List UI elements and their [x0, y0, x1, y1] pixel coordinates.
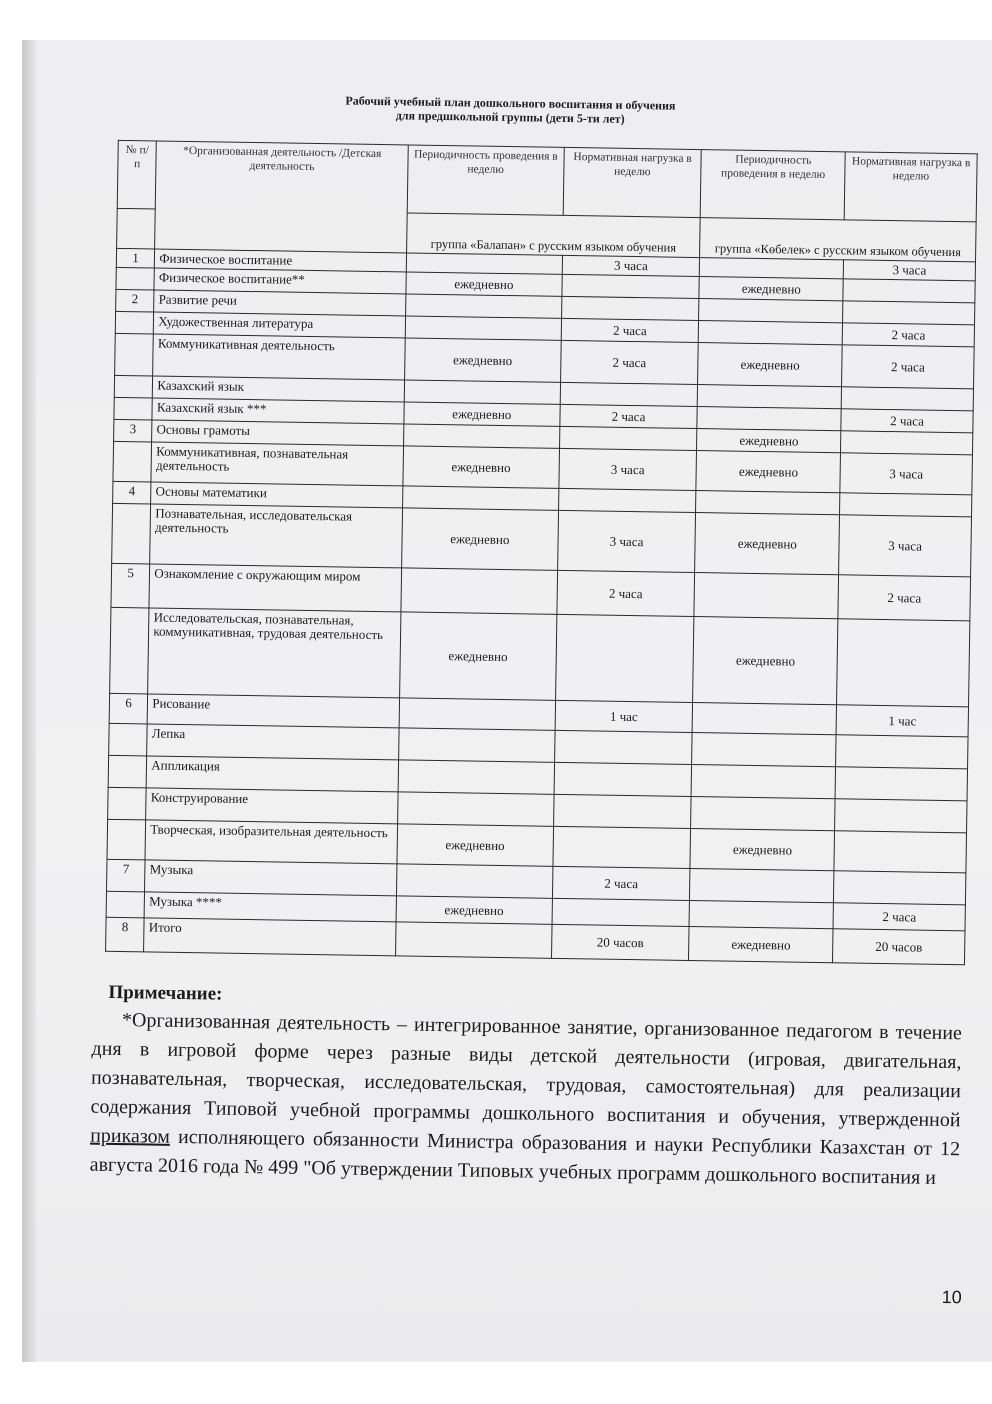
header-load-1: Нормативная нагрузка в неделю: [563, 147, 702, 217]
note-text-start: *Организованная деятельность – интегрированное занятие, организованное педагогом в течение дня в игровой форме через разные виды детской деятельности (игровая, двигательная, познавательная, творческая, исследовательская, трудовая, самостоятельная) для реализации содержания Типовой учебной программы дошкольного воспитания и обучения, утвержденной: [90, 1009, 963, 1132]
row-num: [108, 787, 147, 820]
row-activity: Конструирование: [146, 788, 398, 824]
row-num: [112, 503, 151, 564]
row-periodicity-balapan: ежедневно: [402, 508, 559, 570]
order-link[interactable]: приказом: [89, 1124, 171, 1148]
row-periodicity-balapan: [405, 316, 561, 340]
row-activity: Коммуникативная, познавательная деятельность: [151, 442, 403, 486]
row-periodicity-balapan: ежедневно: [397, 824, 553, 866]
note-title: Примечание:: [108, 981, 223, 1005]
row-periodicity-kobelek: [692, 733, 836, 767]
header-load-2: Нормативная нагрузка в неделю: [844, 152, 977, 222]
row-periodicity-kobelek: ежедневно: [696, 451, 840, 493]
row-periodicity-kobelek: ежедневно: [693, 617, 838, 705]
table-header-row: [117, 140, 977, 221]
row-periodicity-balapan: ежедневно: [404, 338, 560, 382]
row-periodicity-balapan: ежедневно: [404, 402, 560, 426]
group-balapan: группа «Балапан» с русским языком обучения: [406, 213, 700, 258]
row-activity: Аппликация: [146, 756, 398, 792]
row-load-balapan: [562, 274, 700, 298]
row-load-balapan: [552, 898, 690, 926]
row-periodicity-balapan: ежедневно: [399, 612, 556, 700]
header-periodicity-2: Периодичность проведения в неделю: [701, 150, 846, 220]
row-num: 2: [116, 289, 155, 312]
row-activity: Рисование: [147, 694, 399, 728]
row-load-balapan: 2 часа: [561, 318, 699, 342]
row-periodicity-balapan: ежедневно: [406, 272, 562, 296]
row-num: [110, 607, 150, 694]
row-num: 6: [109, 693, 148, 724]
row-periodicity-balapan: [396, 864, 552, 898]
row-load-balapan: 2 часа: [560, 404, 698, 428]
row-load-balapan: 3 часа: [562, 255, 700, 276]
row-periodicity-balapan: ежедневно: [403, 446, 559, 488]
row-load-kobelek: [834, 831, 966, 873]
row-load-kobelek: 2 часа: [841, 409, 973, 433]
row-activity: Основы математики: [151, 482, 403, 508]
row-activity: Итого: [144, 918, 396, 956]
title-line-1: Рабочий учебный план дошкольного воспитания и обучения: [345, 93, 676, 113]
document-page: [22, 40, 992, 1362]
row-activity: Физическое воспитание: [155, 249, 407, 272]
row-load-balapan: [553, 826, 691, 868]
row-periodicity-kobelek: [691, 764, 835, 798]
row-periodicity-kobelek: ежедневно: [690, 828, 834, 870]
row-load-kobelek: 2 часа: [838, 575, 971, 621]
row-periodicity-kobelek: [698, 385, 842, 409]
row-load-balapan: [558, 488, 696, 512]
row-load-kobelek: 3 часа: [839, 515, 972, 577]
row-activity: Музыка ****: [144, 892, 396, 922]
row-load-kobelek: [841, 387, 973, 411]
row-load-kobelek: 2 часа: [842, 323, 974, 347]
header-activity: *Организованная деятельность /Детская деятельность: [155, 141, 408, 253]
row-load-balapan: 20 часов: [551, 924, 689, 960]
row-load-balapan: 2 часа: [557, 570, 695, 616]
row-periodicity-kobelek: ежедневно: [698, 343, 842, 387]
row-num: 1: [116, 248, 155, 268]
row-load-kobelek: [840, 493, 972, 517]
row-activity: Развитие речи: [154, 290, 406, 316]
row-num: [106, 891, 145, 918]
row-activity: Лепка: [147, 724, 399, 760]
row-num: [107, 819, 146, 860]
row-activity: Исследовательская, познавательная, коммуникативная, трудовая деятельность: [148, 608, 401, 698]
row-load-kobelek: 3 часа: [843, 260, 975, 281]
row-load-kobelek: 2 часа: [842, 345, 974, 389]
row-load-balapan: 3 часа: [559, 448, 697, 490]
row-periodicity-kobelek: [692, 703, 836, 735]
row-num: [113, 441, 152, 482]
row-periodicity-kobelek: [690, 868, 834, 902]
row-num: 5: [111, 563, 150, 608]
row-activity: Основы грамоты: [152, 420, 404, 446]
row-periodicity-kobelek: ежедневно: [697, 429, 841, 453]
row-num: [108, 755, 147, 788]
row-periodicity-kobelek: [691, 796, 835, 830]
header-num: № п/п: [117, 140, 156, 209]
table-row: [110, 607, 970, 706]
row-periodicity-kobelek: [694, 573, 838, 619]
row-activity: Художественная литература: [154, 312, 406, 338]
header-periodicity-1: Периодичность проведения в неделю: [407, 145, 564, 215]
row-periodicity-balapan: [398, 760, 554, 794]
row-periodicity-balapan: [399, 728, 555, 762]
row-periodicity-balapan: [401, 568, 557, 614]
row-load-balapan: 3 часа: [557, 510, 696, 572]
row-load-balapan: 2 часа: [560, 340, 698, 384]
row-load-balapan: 1 час: [555, 700, 693, 732]
row-periodicity-kobelek: ежедневно: [695, 513, 840, 575]
row-num: 8: [106, 917, 145, 952]
row-periodicity-kobelek: [697, 407, 841, 431]
row-load-balapan: [559, 426, 697, 450]
row-periodicity-balapan: [402, 486, 558, 510]
row-load-balapan: [554, 730, 692, 764]
row-periodicity-balapan: [395, 922, 551, 958]
row-activity: Коммуникативная деятельность: [153, 334, 405, 380]
page-number: 10: [941, 1286, 962, 1308]
row-num: 3: [114, 419, 153, 442]
row-num: [115, 333, 154, 376]
row-load-balapan: [553, 794, 691, 828]
row-num: 7: [107, 859, 146, 892]
row-periodicity-kobelek: ежедневно: [699, 277, 843, 301]
row-load-balapan: [561, 296, 699, 320]
row-load-kobelek: 1 час: [836, 705, 968, 737]
row-load-kobelek: 3 часа: [840, 453, 972, 495]
row-periodicity-kobelek: [696, 491, 840, 515]
row-num: [116, 267, 155, 290]
row-periodicity-kobelek: [699, 299, 843, 323]
row-periodicity-balapan: [406, 253, 562, 274]
row-periodicity-kobelek: [699, 321, 843, 345]
row-num: [114, 375, 153, 398]
row-num: 4: [113, 481, 152, 504]
row-periodicity-balapan: [404, 380, 560, 404]
row-load-kobelek: [834, 871, 966, 905]
row-periodicity-balapan: ежедневно: [396, 896, 552, 924]
row-periodicity-balapan: [398, 792, 554, 826]
row-load-kobelek: [837, 619, 970, 707]
row-activity: Казахский язык: [153, 376, 405, 402]
page-content: [22, 40, 992, 1362]
row-periodicity-kobelek: [689, 900, 833, 928]
row-load-balapan: [555, 614, 694, 702]
row-periodicity-balapan: [405, 294, 561, 318]
row-activity: Физическое воспитание**: [154, 268, 406, 294]
row-load-kobelek: [843, 301, 975, 325]
row-activity: Творческая, изобразительная деятельность: [145, 820, 397, 864]
row-activity: Познавательная, исследовательская деятельность: [150, 504, 402, 568]
title-line-2: для предшкольной группы (дети 5-ти лет): [395, 108, 625, 126]
group-kobelek: группа «Көбелек» с русским языком обучения: [700, 218, 976, 262]
note-text: [89, 1006, 962, 1194]
row-periodicity-balapan: [399, 698, 555, 730]
row-load-kobelek: 2 часа: [833, 903, 965, 931]
document-title: [230, 92, 790, 129]
row-periodicity-kobelek: ежедневно: [689, 926, 833, 962]
row-activity: Казахский язык ***: [152, 398, 404, 424]
row-load-kobelek: [841, 431, 973, 455]
row-load-kobelek: 20 часов: [833, 929, 965, 965]
row-load-kobelek: [836, 735, 968, 769]
row-activity: Ознакомление с окружающим миром: [149, 564, 401, 612]
row-num: [115, 311, 154, 334]
row-load-kobelek: [835, 767, 967, 801]
row-load-balapan: [554, 762, 692, 796]
row-activity: Музыка: [145, 860, 397, 896]
row-num: [109, 723, 148, 756]
row-load-kobelek: [835, 799, 967, 833]
row-periodicity-balapan: [403, 424, 559, 448]
row-periodicity-kobelek: [700, 258, 844, 279]
row-load-balapan: [560, 382, 698, 406]
row-load-balapan: 2 часа: [552, 866, 690, 900]
row-num: [114, 397, 153, 420]
curriculum-table: [105, 140, 978, 965]
row-load-kobelek: [843, 279, 975, 303]
header-num-blank: [117, 208, 156, 249]
note-text-end: исполняющего обязанности Министра образования и науки Республики Казахстан от 12 августа 2016 года № 499 "Об утверждении Типовых учебных программ дошкольного воспитания и: [89, 1125, 961, 1189]
